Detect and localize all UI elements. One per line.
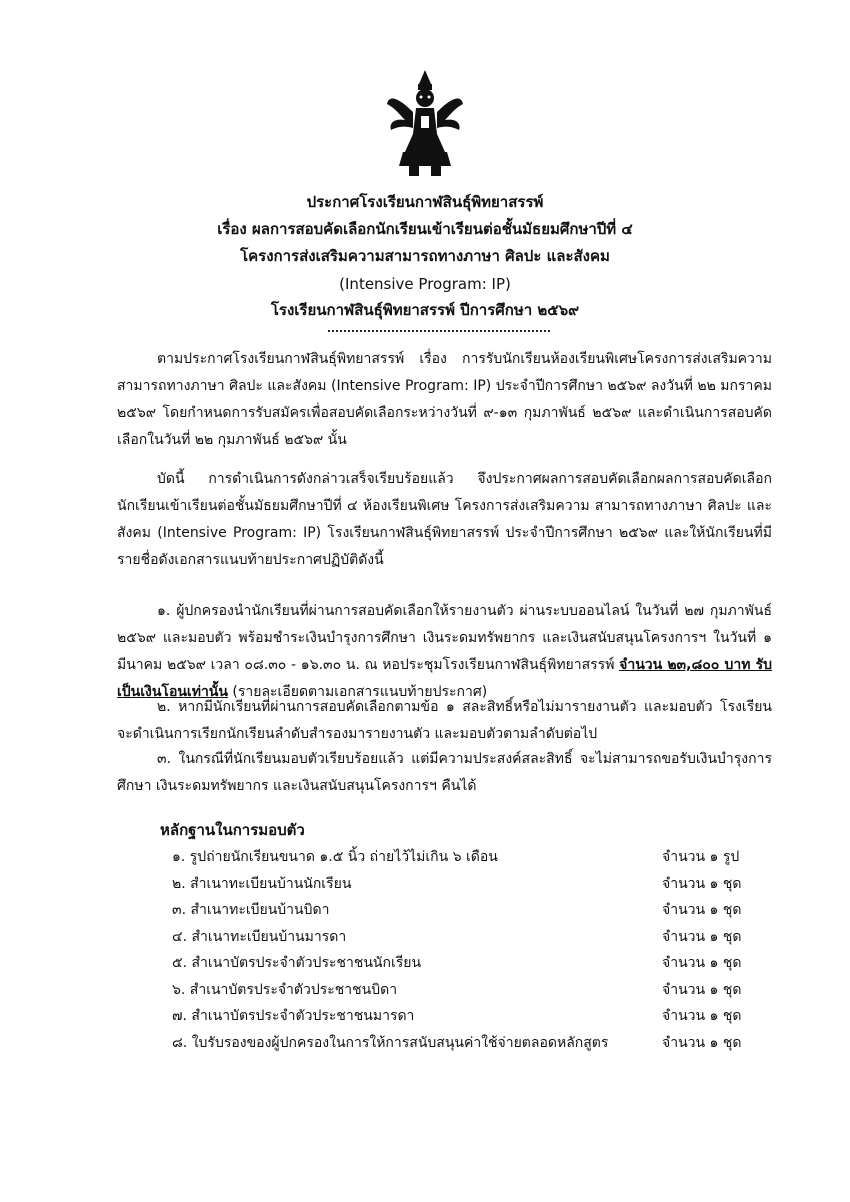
payment-emphasis: จำนวน ๒๓,๘๐๐ บาท รับเป็นเงินโอนเท่านั้น [117, 657, 772, 700]
document-quantity: จำนวน ๑ ชุด [662, 902, 742, 918]
item-1-text: ๑. ผู้ปกครองนำนักเรียนที่ผ่านการสอบคัดเลือกให้รายงานตัว ผ่านระบบออนไลน์ ในวันที่ ๒๗ กุมภาพันธ์ ๒๕๖๙ และมอบตัว พร้อมชำระเงินบำรุงการศึกษา เงินระดมทรัพยากร และเงินสนับสนุนโครงการฯ ในวันที่ ๑ มีนาคม ๒๕๖๙ เวลา ๐๘.๓๐ - ๑๖.๓๐ น. ณ หอประชุมโรงเรียนกาฬสินธุ์พิทยาสรรพ์ [117, 603, 772, 673]
document-quantity: จำนวน ๑ ชุด [662, 1034, 742, 1051]
list-item [172, 897, 772, 924]
paragraph-item-3: ๓. ในกรณีที่นักเรียนมอบตัวเรียบร้อยแล้ว แต่มีความประสงค์สละสิทธิ์ จะไม่สามารถขอรับเงินบำรุงการศึกษา เงินระดมทรัพยากร และเงินสนับสนุนโครงการฯ คืนได้ [117, 751, 772, 794]
header-subject: เรื่อง ผลการสอบคัดเลือกนักเรียนเข้าเรียนต่อชั้นมัธยมศึกษาปีที่ ๔ [217, 220, 633, 238]
document-label: ๔. สำเนาทะเบียนบ้านมารดา [172, 928, 347, 945]
paragraph-announcement: บัดนี้ การดำเนินการดังกล่าวเสร็จเรียบร้อยแล้ว จึงประกาศผลการสอบคัดเลือกผลการสอบคัดเลือกนักเรียนเข้าเรียนต่อชั้นมัธยมศึกษาปีที่ ๔ ห้องเรียนพิเศษ โครงการส่งเสริมความ สามารถทางภาษา ศิลปะ และสังคม (Intensive Program: IP) โรงเรียนกาฬสินธุ์พิทยาสรรพ์ ประจำปีการศึกษา ๒๕๖๙ และให้นักเรียนที่มีรายชื่อดังเอกสารแนบท้ายประกาศปฏิบัติดังนี้ [117, 471, 772, 568]
list-item [172, 950, 772, 977]
documents-title: หลักฐานในการมอบตัว [160, 821, 305, 839]
document-quantity: จำนวน ๑ รูป [662, 849, 740, 865]
document-quantity: จำนวน ๑ ชุด [662, 981, 742, 998]
document-label: ๓. สำเนาทะเบียนบ้านบิดา [172, 902, 330, 918]
list-item [172, 844, 772, 871]
document-quantity: จำนวน ๑ ชุด [662, 1008, 742, 1024]
header-line-1: ประกาศโรงเรียนกาฬสินธุ์พิทยาสรรพ์ [306, 193, 544, 211]
item-1-note: (รายละเอียดตามเอกสารแนบท้ายประกาศ) [227, 684, 488, 700]
document-label: ๘. ใบรับรองของผู้ปกครองในการให้การสนับสนุนค่าใช้จ่ายตลอดหลักสูตร [172, 1034, 609, 1051]
dotted-divider [328, 330, 550, 332]
document-quantity: จำนวน ๑ ชุด [662, 875, 742, 892]
paragraph-reference: ตามประกาศโรงเรียนกาฬสินธุ์พิทยาสรรพ์ เรื่อง การรับนักเรียนห้องเรียนพิเศษโครงการส่งเสริมความสามารถทางภาษา ศิลปะ และสังคม (Intensive Program: IP) ประจำปีการศึกษา ๒๕๖๙ ลงวันที่ ๒๒ มกราคม ๒๕๖๙ โดยกำหนดการรับสมัครเพื่อสอบคัดเลือกระหว่างวันที่ ๙-๑๓ กุมภาพันธ์ ๒๕๖๙ และดำเนินการสอบคัดเลือกในวันที่ ๒๒ กุมภาพันธ์ ๒๕๖๙ นั้น [117, 351, 772, 448]
paragraph-item-2: ๒. หากมีนักเรียนที่ผ่านการสอบคัดเลือกตามข้อ ๑ สละสิทธิ์หรือไม่มารายงานตัว และมอบตัว โรงเรียนจะดำเนินการเรียกนักเรียนลำดับสำรองมารายงานตัว และมอบตัวตามลำดับต่อไป [117, 699, 772, 742]
list-item [172, 977, 772, 1004]
documents-list [172, 844, 772, 1056]
document-label: ๑. รูปถ่ายนักเรียนขนาด ๑.๕ นิ้ว ถ่ายไว้ไม่เกิน ๖ เดือน [172, 849, 498, 865]
header-school-year: โรงเรียนกาฬสินธุ์พิทยาสรรพ์ ปีการศึกษา ๒๕๖๙ [270, 301, 580, 319]
paragraph-item-1 [117, 598, 772, 706]
header-program-english: (Intensive Program: IP) [339, 275, 511, 293]
document-label: ๖. สำเนาบัตรประจำตัวประชาชนบิดา [172, 981, 398, 998]
header-program: โครงการส่งเสริมความสามารถทางภาษา ศิลปะ และสังคม [240, 247, 610, 265]
list-item [172, 871, 772, 898]
garuda-emblem-icon [385, 68, 465, 178]
document-quantity: จำนวน ๑ ชุด [662, 928, 742, 945]
document-label: ๗. สำเนาบัตรประจำตัวประชาชนมารดา [172, 1008, 415, 1024]
document-quantity: จำนวน ๑ ชุด [662, 955, 742, 971]
document-label: ๕. สำเนาบัตรประจำตัวประชาชนนักเรียน [172, 955, 422, 971]
list-item [172, 924, 772, 951]
list-item [172, 1003, 772, 1030]
document-label: ๒. สำเนาทะเบียนบ้านนักเรียน [172, 875, 352, 892]
list-item [172, 1030, 772, 1057]
